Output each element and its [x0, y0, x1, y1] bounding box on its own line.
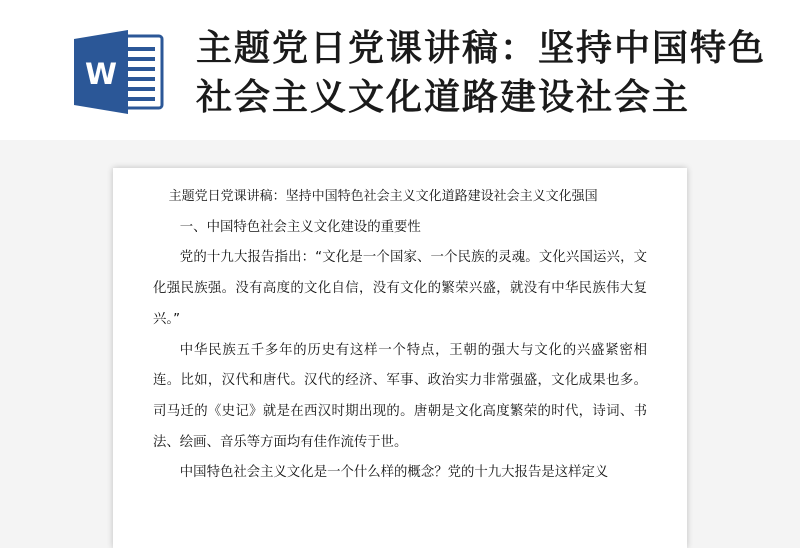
section-heading: 一、中国特色社会主义文化建设的重要性: [179, 219, 421, 235]
header-banner: [0, 0, 800, 140]
paragraph: 党的十九大报告指出：“文化是一个国家、一个民族的灵魂。文化兴国运兴，文化强民族强。没有高度的文化自信，没有文化的繁荣兴盛，就没有中华民族伟大复兴。”: [153, 250, 647, 327]
paragraph: 中国特色社会主义文化是一个什么样的概念？党的十九大报告是这样定义: [179, 465, 609, 481]
document-body: [153, 182, 647, 489]
word-icon: [74, 30, 166, 114]
document-page: [113, 168, 687, 548]
paragraph: 中华民族五千多年的历史有这样一个特点，王朝的强大与文化的兴盛紧密相连。比如，汉代和唐代。汉代的经济、军事、政治实力非常强盛，文化成果也多。司马迁的《史记》就是在西汉时期出现的。唐朝是文化高度繁荣的时代，诗词、书法、绘画、音乐等方面均有佳作流传于世。: [153, 342, 647, 450]
word-logo-letter: W: [85, 57, 117, 91]
document-title: 主题党日党课讲稿：坚持中国特色社会主义文化道路建设社会主义文化强国: [168, 189, 598, 204]
page-title: 主题党日党课讲稿：坚持中国特色社会主义文化道路建设社会主: [196, 28, 767, 118]
